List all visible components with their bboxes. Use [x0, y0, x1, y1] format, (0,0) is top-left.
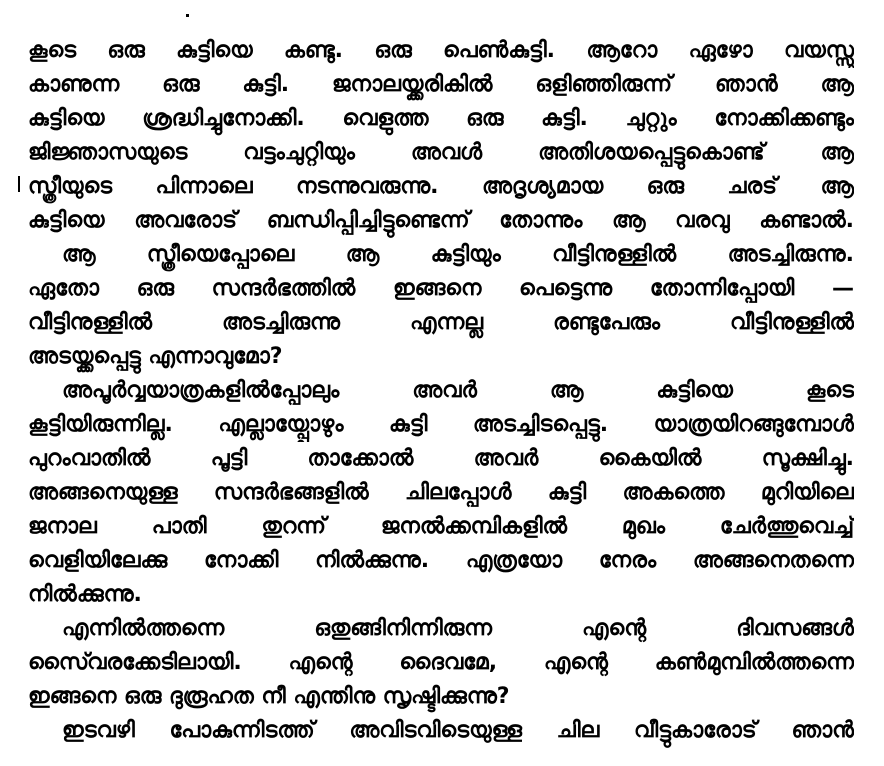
- text-line: നിൽക്കുന്നു.: [28, 582, 142, 607]
- text-line: എന്നിൽത്തന്നെ ഒതുങ്ങിനിന്നിരുന്ന എന്റെ ദിവസങ്ങൾ: [62, 616, 854, 641]
- text-line: ഇടവഴി പോകുന്നിടത്ത് അവിടവിടെയുള്ള ചില വീട്ടുകാരോട് ഞാൻ: [62, 718, 854, 743]
- text-line: അപൂർവ്വയാത്രകളിൽപ്പോലും അവർ ആ കുട്ടിയെ കൂടെ: [62, 378, 854, 403]
- text-line: ജനാല പാതി തുറന്ന് ജനൽക്കമ്പികളിൽ മുഖം ചേർത്തുവെച്ച്: [28, 514, 854, 539]
- scan-speck: [186, 14, 189, 17]
- text-line: സ്ത്രീയുടെ പിന്നാലെ നടന്നുവരുന്നു. അദൃശ്യമായ ഒരു ചരട് ആ: [28, 174, 854, 199]
- text-line: വീട്ടിനുള്ളിൽ അടച്ചിരുന്നു എന്നല്ല രണ്ടുപേരും വീട്ടിനുള്ളിൽ: [28, 310, 854, 335]
- text-line: കുട്ടിയെ അവരോട് ബന്ധിപ്പിച്ചിട്ടുണ്ടെന്ന് തോന്നും ആ വരവു കണ്ടാൽ.: [28, 208, 854, 233]
- text-line: അടയ്ക്കപ്പെട്ടു എന്നാവുമോ?: [28, 344, 283, 369]
- text-line: സൈ്വരക്കേടിലായി. എന്റെ ദൈവമേ, എന്റെ കൺമുമ്പിൽത്തന്നെ: [28, 650, 854, 675]
- text-line: കൂടെ ഒരു കുട്ടിയെ കണ്ടു. ഒരു പെൺകുട്ടി. ആറോ ഏഴോ വയസ്സു: [28, 38, 854, 63]
- text-line: അങ്ങനെയുള്ള സന്ദർഭങ്ങളിൽ ചിലപ്പോൾ കുട്ടി അകത്തെ മുറിയിലെ: [28, 480, 854, 505]
- text-line: കൂട്ടിയിരുന്നില്ല. എല്ലായ്പ്പോഴും കുട്ടി അടച്ചിടപ്പെട്ടു. യാത്രയിറങ്ങുമ്പോൾ: [28, 412, 854, 437]
- margin-mark: [18, 176, 20, 192]
- text-line: കാണുന്ന ഒരു കുട്ടി. ജനാലയ്ക്കരികിൽ ഒളിഞ്ഞിരുന്ന് ഞാൻ ആ: [28, 72, 854, 97]
- text-line: വെളിയിലേക്കു നോക്കി നിൽക്കുന്നു. എത്രയോ നേരം അങ്ങനെതന്നെ: [28, 548, 854, 573]
- text-line: പുറംവാതിൽ പൂട്ടി താക്കോൽ അവർ കൈയിൽ സൂക്ഷിച്ചു.: [28, 446, 854, 471]
- text-line: ആ സ്ത്രീയെപ്പോലെ ആ കുട്ടിയും വീട്ടിനുള്ളിൽ അടച്ചിരുന്നു.: [62, 242, 854, 267]
- text-line: കുട്ടിയെ ശ്രദ്ധിച്ചുനോക്കി. വെളുത്ത ഒരു കുട്ടി. ചുറ്റും നോക്കിക്കണ്ടും: [28, 106, 854, 131]
- text-line: ഇങ്ങനെ ഒരു ദുരൂഹത നീ എന്തിനു സൃഷ്ടിക്കുന്നു?: [28, 684, 510, 709]
- text-line: ഏതോ ഒരു സന്ദർഭത്തിൽ ഇങ്ങനെ പെട്ടെന്നു തോന്നിപ്പോയി —: [28, 276, 854, 301]
- text-line: ജിജ്ഞാസയുടെ വട്ടംചുറ്റിയും അവൾ അതിശയപ്പെട്ടുകൊണ്ട് ആ: [28, 140, 854, 165]
